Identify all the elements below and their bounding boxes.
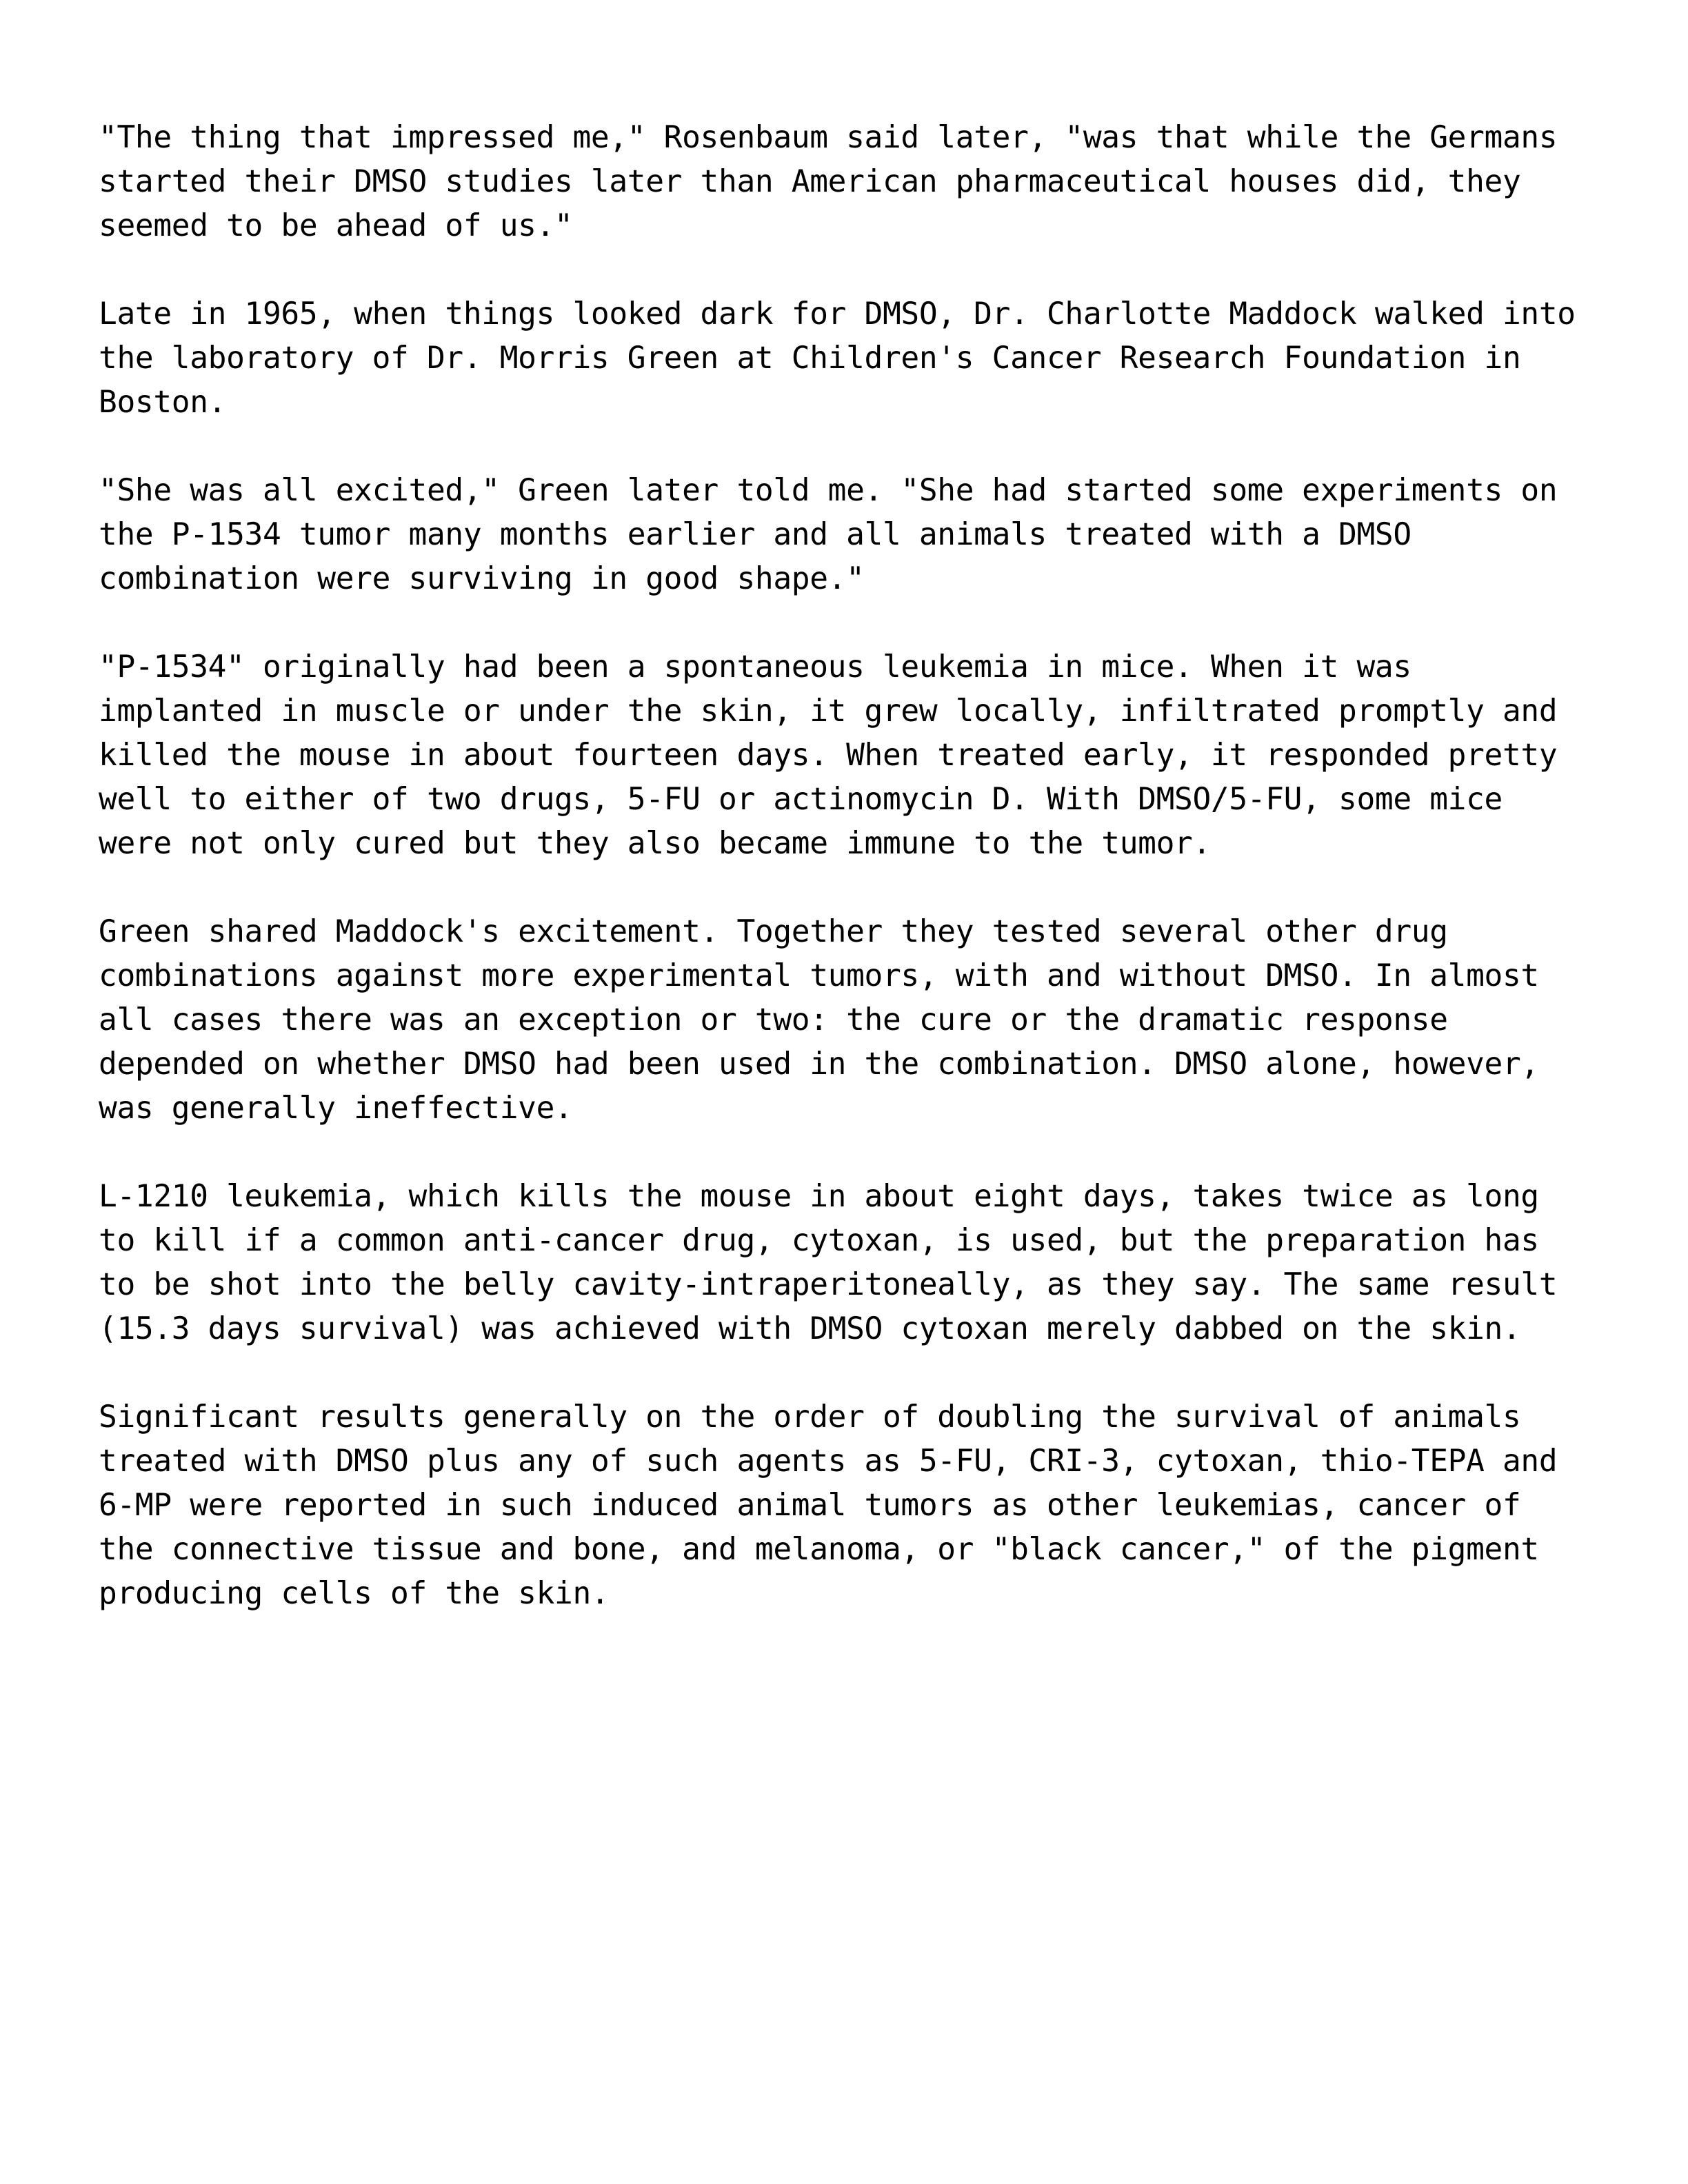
text-line: were not only cured but they also became immune to the tumor. (99, 826, 1211, 861)
text-line: implanted in muscle or under the skin, it grew locally, infiltrated promptly and (99, 694, 1558, 729)
text-line: Green shared Maddock's excitement. Together they tested several other drug (99, 914, 1448, 949)
paragraph-significant-results (99, 1395, 1616, 1616)
text-line: the laboratory of Dr. Morris Green at Children's Cancer Research Foundation in (99, 341, 1521, 376)
text-line: combinations against more experimental tumors, with and without DMSO. In almost (99, 958, 1539, 993)
text-line: producing cells of the skin. (99, 1576, 610, 1611)
text-line: well to either of two drugs, 5-FU or actinomycin D. With DMSO/5-FU, some mice (99, 782, 1503, 817)
text-line: killed the mouse in about fourteen days. When treated early, it responded pretty (99, 738, 1558, 773)
text-line: seemed to be ahead of us." (99, 208, 573, 243)
text-line: "P-1534" originally had been a spontaneous leukemia in mice. When it was (99, 649, 1411, 685)
text-line: all cases there was an exception or two: the cure or the dramatic response (99, 1002, 1448, 1038)
text-line: "The thing that impressed me," Rosenbaum said later, "was that while the Germans (99, 120, 1558, 155)
paragraph-rosenbaum-quote (99, 116, 1616, 248)
text-line: depended on whether DMSO had been used in the combination. DMSO alone, however, (99, 1046, 1539, 1082)
text-line: 6-MP were reported in such induced animal tumors as other leukemias, cancer of (99, 1488, 1521, 1523)
text-line: was generally ineffective. (99, 1091, 573, 1126)
text-line: "She was all excited," Green later told me. "She had started some experiments on (99, 473, 1558, 508)
text-line: combination were surviving in good shape." (99, 561, 865, 596)
paragraph-l1210-leukemia (99, 1175, 1616, 1351)
paragraph-green-quote (99, 469, 1616, 601)
paragraph-maddock-visit (99, 292, 1616, 425)
document-page (99, 116, 1616, 1660)
paragraph-p1534-tumor (99, 645, 1616, 866)
text-line: (15.3 days survival) was achieved with DMSO cytoxan merely dabbed on the skin. (99, 1311, 1521, 1346)
text-line: to kill if a common anti-cancer drug, cytoxan, is used, but the preparation has (99, 1223, 1539, 1258)
text-line: started their DMSO studies later than American pharmaceutical houses did, they (99, 164, 1521, 199)
text-line: treated with DMSO plus any of such agents as 5-FU, CRI-3, cytoxan, thio-TEPA and (99, 1444, 1558, 1479)
text-line: Significant results generally on the order of doubling the survival of animals (99, 1399, 1521, 1435)
text-line: L-1210 leukemia, which kills the mouse in about eight days, takes twice as long (99, 1179, 1539, 1214)
text-line: to be shot into the belly cavity-intraperitoneally, as they say. The same result (99, 1267, 1558, 1302)
text-line: the P-1534 tumor many months earlier and all animals treated with a DMSO (99, 517, 1411, 552)
text-line: the connective tissue and bone, and melanoma, or "black cancer," of the pigment (99, 1532, 1539, 1567)
text-line: Late in 1965, when things looked dark for DMSO, Dr. Charlotte Maddock walked into (99, 296, 1576, 332)
text-line: Boston. (99, 385, 227, 420)
paragraph-drug-combinations (99, 910, 1616, 1131)
